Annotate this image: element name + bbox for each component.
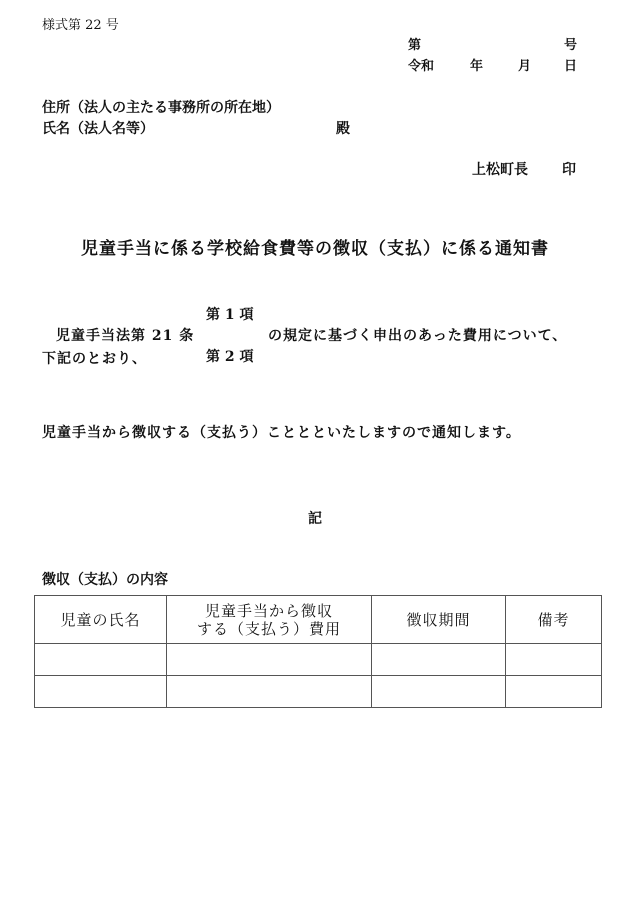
detail-table [34,595,602,708]
section-heading: 徴収（支払）の内容 [42,572,168,588]
table-header-row [35,596,602,644]
issuer-seal: 印 [562,162,576,178]
cell-child-name [35,676,167,708]
recipient-address-label: 住所（法人の主たる事務所の所在地） [42,100,280,116]
issuer-title: 上松町長 [472,162,528,178]
cell-remarks [506,644,602,676]
clause-2: 第 2 項 [206,349,254,365]
header-collection-period: 徴収期間 [372,596,506,644]
date-month: 月 [518,59,532,74]
date-era: 令和 [408,59,435,74]
table-row [35,644,602,676]
cell-child-name [35,644,167,676]
notice-line: 児童手当から徴収する（支払う）こととといたしますので通知します。 [42,425,521,441]
cell-collected-cost [167,644,372,676]
cell-collection-period [372,676,506,708]
form-number: 様式第 22 号 [42,18,119,33]
header-collected-cost: 児童手当から徴収 する（支払う）費用 [167,596,372,644]
header-remarks: 備考 [506,596,602,644]
document-number-suffix: 号 [564,38,578,53]
date-year: 年 [470,59,484,74]
header-child-name: 児童の氏名 [35,596,167,644]
date-day: 日 [564,59,578,74]
document-title: 児童手当に係る学校給食費等の徴収（支払）に係る通知書 [81,239,549,259]
article-reference: 児童手当法第 21 条 [56,328,195,344]
document-number-prefix: 第 [408,38,422,53]
cell-collected-cost [167,676,372,708]
cell-remarks [506,676,602,708]
clause-1: 第 1 項 [206,307,254,323]
regulation-text: の規定に基づく申出のあった費用について、 [268,328,568,344]
ki-marker: 記 [308,511,322,527]
recipient-honorific: 殿 [336,121,350,137]
table-row [35,676,602,708]
recipient-name-label: 氏名（法人名等） [42,121,154,137]
cell-collection-period [372,644,506,676]
body-line-2: 下記のとおり、 [42,351,147,367]
